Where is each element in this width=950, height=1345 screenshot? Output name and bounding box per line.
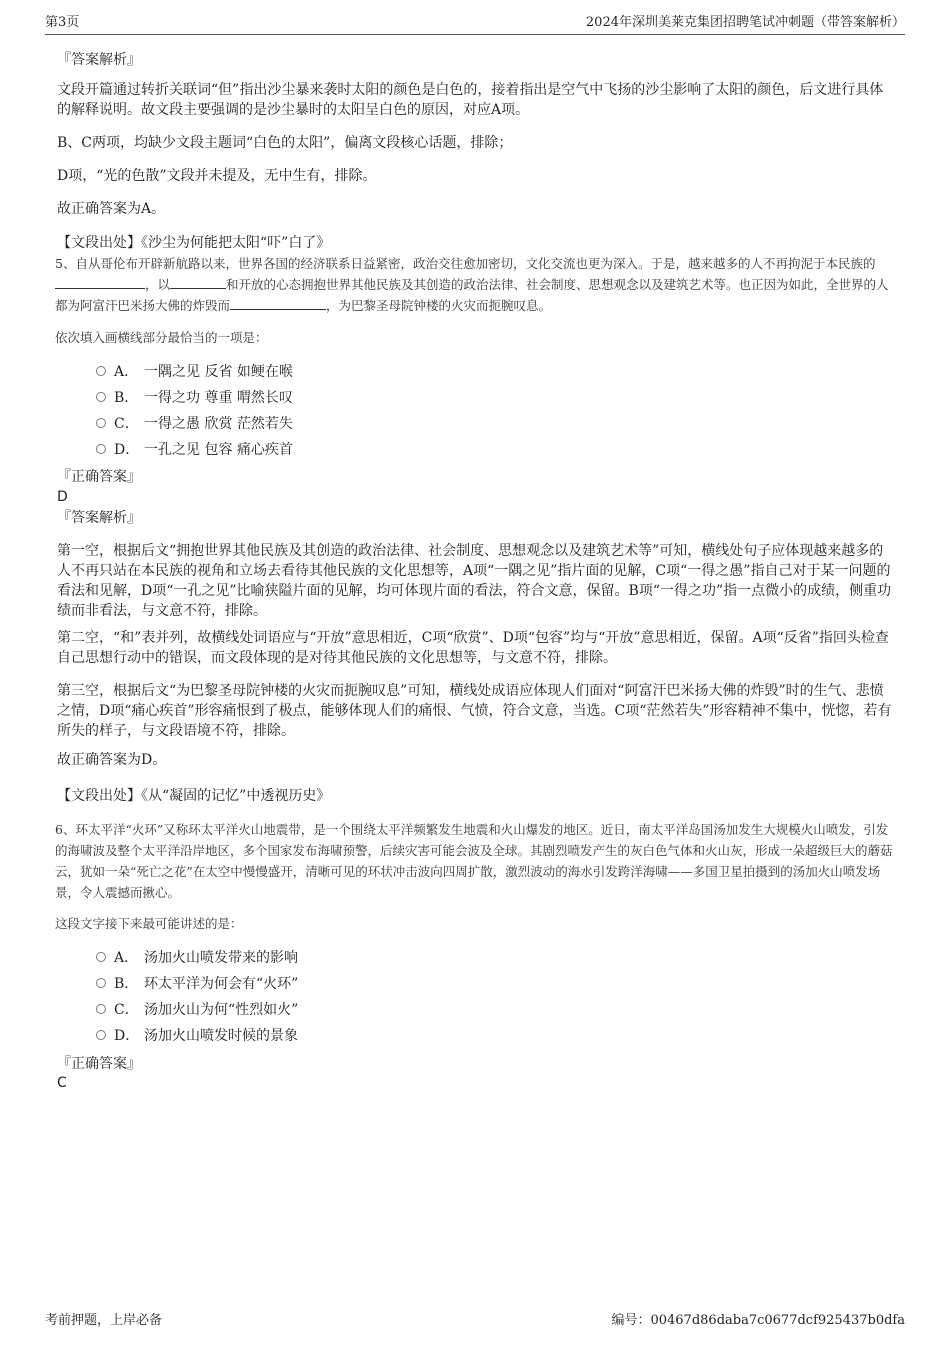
analysis-paragraph: 第一空，根据后文“拥抱世界其他民族及其创造的政治法律、社会制度、思想观念以及建筑艺术等”可知，横线处句子应体现越来越多的人不再只站在本民族的视角和立场去看待其他民族的文化思想等，A项“一隅之见”指片面的见解，C项“一得之愚”指自己对于某一问题的看法和见解，D项“一孔之见”比喻狭隘片面的见解，均可体现片面的看法，符合文意，保留。B项“一得之功”指一点微小的成绩，侧重功绩而非看法，与文意不符，排除。: [57, 543, 892, 619]
radio-button[interactable]: [96, 952, 106, 962]
fill-blank-2: [170, 276, 226, 289]
stem-text: 和开放的心态拥抱世界其他民族及其创造的政治法律、社会制度、思想观念以及建筑艺术等。也正因为如此，全世界的人都为阿富汗巴米扬大佛的炸毁而: [55, 277, 889, 313]
analysis-conclusion: 故正确答案为A。: [57, 201, 166, 217]
answer-heading: 『正确答案』: [57, 469, 141, 485]
page-header: [45, 14, 905, 35]
correct-answer: D: [57, 489, 68, 505]
option-b[interactable]: B． 环太平洋为何会有“火环”: [96, 974, 298, 994]
analysis-paragraph: 第三空，根据后文“为巴黎圣母院钟楼的火灾而扼腕叹息”可知，横线处成语应体现人们面对“阿富汗巴米扬大佛的炸毁”时的生气、悲愤之情，D项“痛心疾首”形容痛恨到了极点，能够体现人们的痛恨、气愤，符合文意，当选。C项“茫然若失”形容精神不集中，恍惚，若有所失的样子，与文段语境不符，排除。: [57, 683, 892, 739]
source-citation: 【文段出处】《沙尘为何能把太阳“吓”白了》: [57, 235, 331, 251]
analysis-heading: 『答案解析』: [57, 52, 141, 68]
radio-button[interactable]: [96, 1004, 106, 1014]
option-c[interactable]: C． 一得之愚 欣赏 茫然若失: [96, 414, 293, 434]
option-d[interactable]: D． 一孔之见 包容 痛心疾首: [96, 440, 293, 460]
answer-heading: 『正确答案』: [57, 1056, 141, 1072]
analysis-paragraph: 第二空，“和”表并列，故横线处词语应与“开放”意思相近，C项“欣赏”、D项“包容”均与“开放”意思相近，保留。A项“反省”指回头检查自己思想行动中的错误，而文段体现的是对待其他民族的文化思想等，与文意不符，排除。: [57, 630, 889, 666]
stem-text: ，以: [145, 277, 171, 292]
analysis-paragraph: D项，“光的色散”文段并未提及，无中生有，排除。: [57, 168, 377, 184]
option-d[interactable]: D． 汤加火山喷发时候的景象: [96, 1026, 298, 1046]
analysis-heading: 『答案解析』: [57, 510, 141, 526]
option-c[interactable]: C． 汤加火山为何“性烈如火”: [96, 1000, 298, 1020]
radio-button[interactable]: [96, 978, 106, 988]
option-b[interactable]: B． 一得之功 尊重 喟然长叹: [96, 388, 293, 408]
source-citation: 【文段出处】《从“凝固的记忆”中透视历史》: [57, 788, 331, 804]
radio-button[interactable]: [96, 366, 106, 376]
radio-button[interactable]: [96, 444, 106, 454]
fill-blank-3: [230, 297, 326, 310]
page-number: 第3页: [45, 15, 80, 30]
footer-slogan: 考前押题，上岸必备: [45, 1313, 163, 1328]
question-stem: [55, 253, 900, 316]
option-a[interactable]: A． 汤加火山喷发带来的影响: [96, 948, 298, 968]
document-title: 2024年深圳美莱克集团招聘笔试冲刺题（带答案解析）: [585, 15, 905, 30]
radio-button[interactable]: [96, 418, 106, 428]
question-prompt: 依次填入画横线部分最恰当的一项是：: [55, 330, 268, 345]
question-prompt: 这段文字接下来最可能讲述的是：: [55, 916, 243, 931]
document-code: 编号：00467d86daba7c0677dcf925437b0dfa: [611, 1313, 905, 1328]
question-stem: 6、环太平洋“火环”又称环太平洋火山地震带，是一个围绕太平洋频繁发生地震和火山爆发的地区。近日，南太平洋岛国汤加发生大规模火山喷发，引发的海啸波及整个太平洋沿岸地区，多个国家发布海啸预警，后续灾害可能会波及全球。其剧烈喷发产生的灰白色气体和火山灰，形成一朵超级巨大的蘑菇云，犹如一朵“死亡之花”在太空中慢慢盛开，清晰可见的环状冲击波向四周扩散，激烈波动的海水引发跨洋海啸——多国卫星拍摄到的汤加火山喷发场景，令人震撼而揪心。: [55, 822, 893, 900]
analysis-conclusion: 故正确答案为D。: [57, 752, 167, 768]
fill-blank-1: [55, 276, 145, 289]
analysis-paragraph: B、C两项，均缺少文段主题词“白色的太阳”，偏离文段核心话题，排除；: [57, 135, 513, 151]
correct-answer: C: [57, 1075, 67, 1091]
radio-button[interactable]: [96, 1030, 106, 1040]
analysis-paragraph: 文段开篇通过转折关联词“但”指出沙尘暴来袭时太阳的颜色是白色的，接着指出是空气中飞扬的沙尘影响了太阳的颜色，后文进行具体的解释说明。故文段主要强调的是沙尘暴时的太阳呈白色的原因，对应A项。: [57, 82, 884, 118]
radio-button[interactable]: [96, 392, 106, 402]
stem-text: ，为巴黎圣母院钟楼的火灾而扼腕叹息。: [326, 298, 552, 313]
option-a[interactable]: A． 一隅之见 反省 如鲠在喉: [96, 362, 293, 382]
stem-text: 5、自从哥伦布开辟新航路以来，世界各国的经济联系日益紧密，政治交往愈加密切，文化交流也更为深入。于是，越来越多的人不再拘泥于本民族的: [55, 256, 876, 271]
